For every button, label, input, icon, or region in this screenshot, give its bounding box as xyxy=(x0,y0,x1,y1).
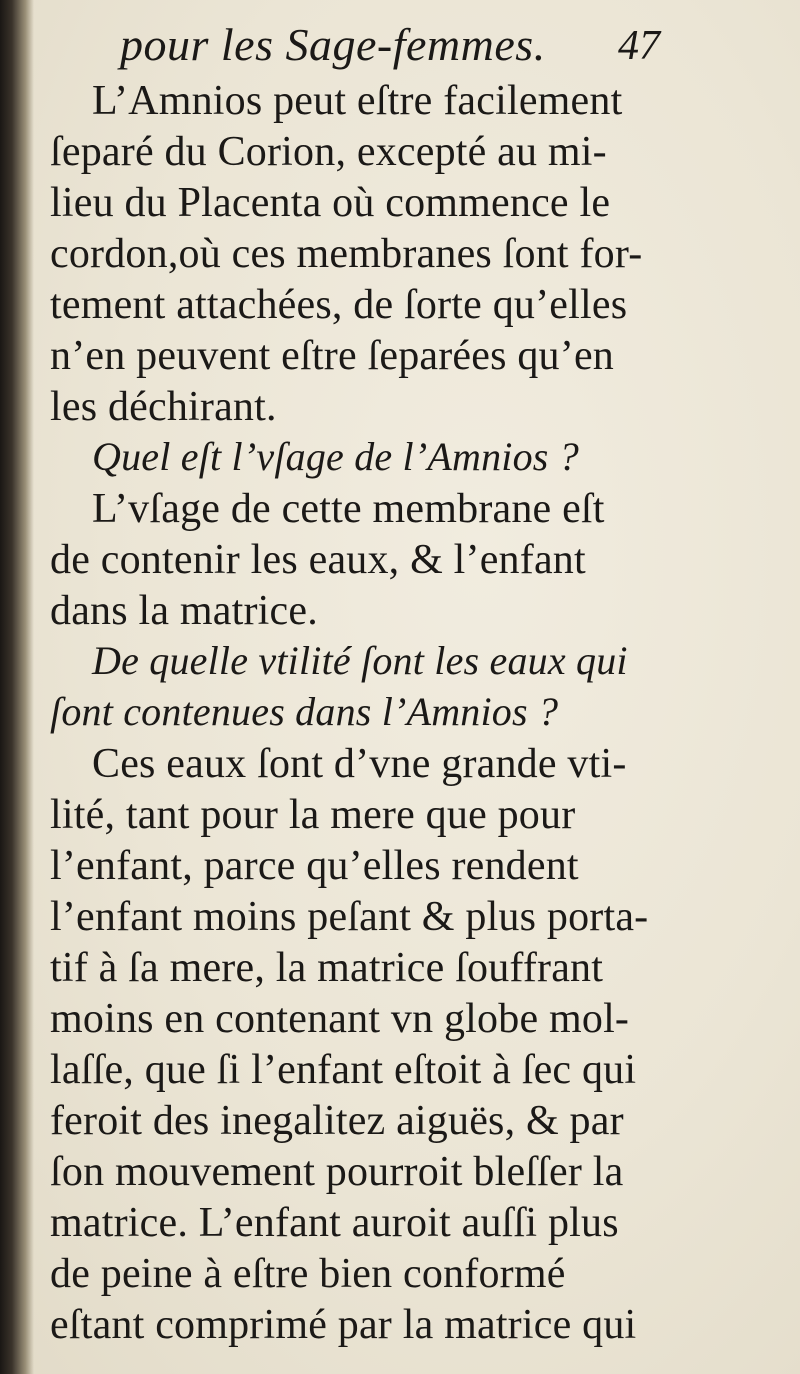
text-line: de peine à eſtre bien conformé xyxy=(50,1251,566,1297)
running-head xyxy=(120,18,660,74)
text-line: l’enfant moins peſant & plus porta- xyxy=(50,894,649,940)
text-line: laſſe, que ſi l’enfant eſtoit à ſec qui xyxy=(50,1047,637,1093)
book-gutter-shadow xyxy=(0,0,34,1374)
text-line: feroit des inegalitez aiguës, & par xyxy=(50,1098,624,1144)
text-line: ſeparé du Corion, excepté au mi- xyxy=(50,129,607,175)
question-heading: De quelle vtilité ſont les eaux qui xyxy=(92,638,628,683)
text-line: matrice. L’enfant auroit auſſi plus xyxy=(50,1200,619,1246)
text-line: Ces eaux ſont d’vne grande vti- xyxy=(92,741,627,787)
text-line: lité, tant pour la mere que pour xyxy=(50,792,576,838)
question-heading: Quel eſt l’vſage de l’Amnios ? xyxy=(92,434,579,479)
text-line: L’Amnios peut eſtre facilement xyxy=(92,78,623,124)
text-line: dans la matrice. xyxy=(50,588,318,634)
text-line: tement attachées, de ſorte qu’elles xyxy=(50,282,628,328)
text-line: lieu du Placenta où commence le xyxy=(50,180,611,226)
text-line: L’vſage de cette membrane eſt xyxy=(92,486,605,532)
text-line: de contenir les eaux, & l’enfant xyxy=(50,537,586,583)
page-number: 47 xyxy=(618,23,660,69)
text-line: tif à ſa mere, la matrice ſouffrant xyxy=(50,945,604,991)
text-line: moins en contenant vn globe mol- xyxy=(50,996,630,1042)
text-line: cordon,où ces membranes ſont for- xyxy=(50,231,643,277)
text-line: ſon mouvement pourroit bleſſer la xyxy=(50,1149,624,1195)
text-line: n’en peuvent eſtre ſeparées qu’en xyxy=(50,333,614,379)
text-line: eſtant comprimé par la matrice qui xyxy=(50,1302,637,1348)
running-title: pour les Sage-femmes. xyxy=(120,19,546,70)
text-line: les déchirant. xyxy=(50,384,277,430)
text-line: l’enfant, parce qu’elles rendent xyxy=(50,843,579,889)
question-heading: ſont contenues dans l’Amnios ? xyxy=(50,689,559,734)
